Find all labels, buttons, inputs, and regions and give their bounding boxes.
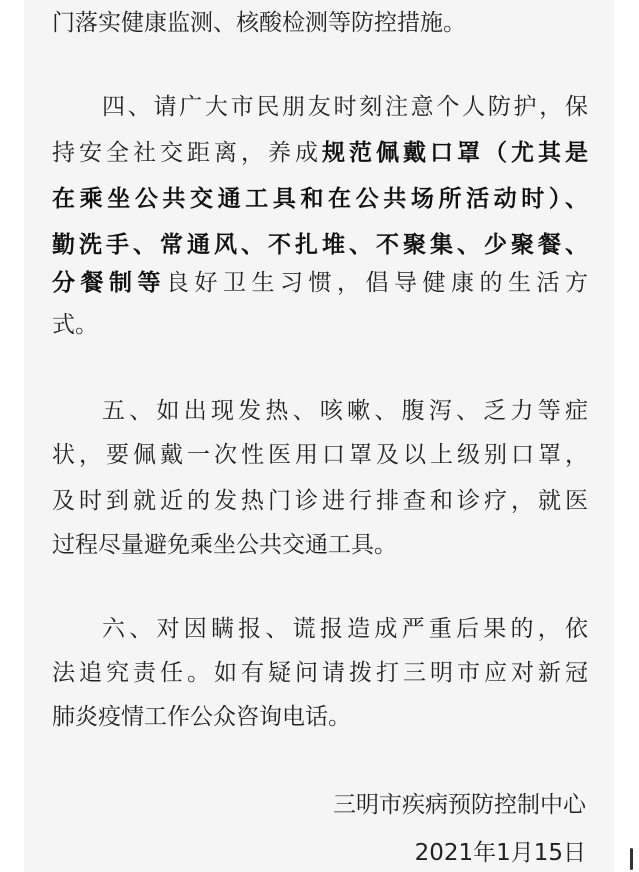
- document-page: [24, 0, 614, 872]
- paragraph-5-line-1: 五、如出现发热、咳嗽、腹泻、乏力等症: [102, 398, 588, 424]
- signature-organization: 三明市疾病预防控制中心: [333, 792, 586, 818]
- paragraph-6-line-2: 法追究责任。如有疑问请拨打三明市应对新冠: [52, 660, 588, 686]
- paragraph-4-line-5-normal: 良好卫生习惯，倡导健康的生活方: [166, 270, 588, 296]
- paragraph-4-line-4: 勤洗手、常通风、不扎堆、不聚集、少聚餐、: [52, 232, 588, 258]
- paragraph-4-line-6: 式。: [52, 312, 98, 338]
- signature-date: 2021年1月15日: [414, 840, 586, 866]
- paragraph-5-line-4: 过程尽量避免乘坐公共交通工具。: [52, 532, 397, 558]
- paragraph-4-line-2: [52, 136, 588, 170]
- paragraph-4-line-5: [52, 266, 588, 300]
- paragraph-4-line-3: 在乘坐公共交通工具和在公共场所活动时）、: [52, 186, 588, 212]
- paragraph-6-line-1: 六、对因瞒报、谎报造成严重后果的，依: [102, 616, 588, 642]
- paragraph-4-line-2-bold: 规范佩戴口罩（尤其是: [322, 140, 588, 166]
- scroll-indicator[interactable]: [630, 848, 633, 870]
- paragraph-6-line-3: 肺炎疫情工作公众咨询电话。: [52, 704, 351, 730]
- paragraph-5-line-2: 状，要佩戴一次性医用口罩及以上级别口罩，: [52, 442, 588, 468]
- paragraph-4-line-2-normal: 持安全社交距离，养成: [52, 140, 322, 166]
- paragraph-4-line-5-bold: 分餐制等: [52, 270, 166, 296]
- paragraph-4-line-1: 四、请广大市民朋友时刻注意个人防护，保: [102, 94, 588, 120]
- paragraph-5-line-3: 及时到就近的发热门诊进行排查和诊疗，就医: [52, 488, 588, 514]
- paragraph-3-line: 门落实健康监测、核酸检测等防控措施。: [52, 10, 466, 36]
